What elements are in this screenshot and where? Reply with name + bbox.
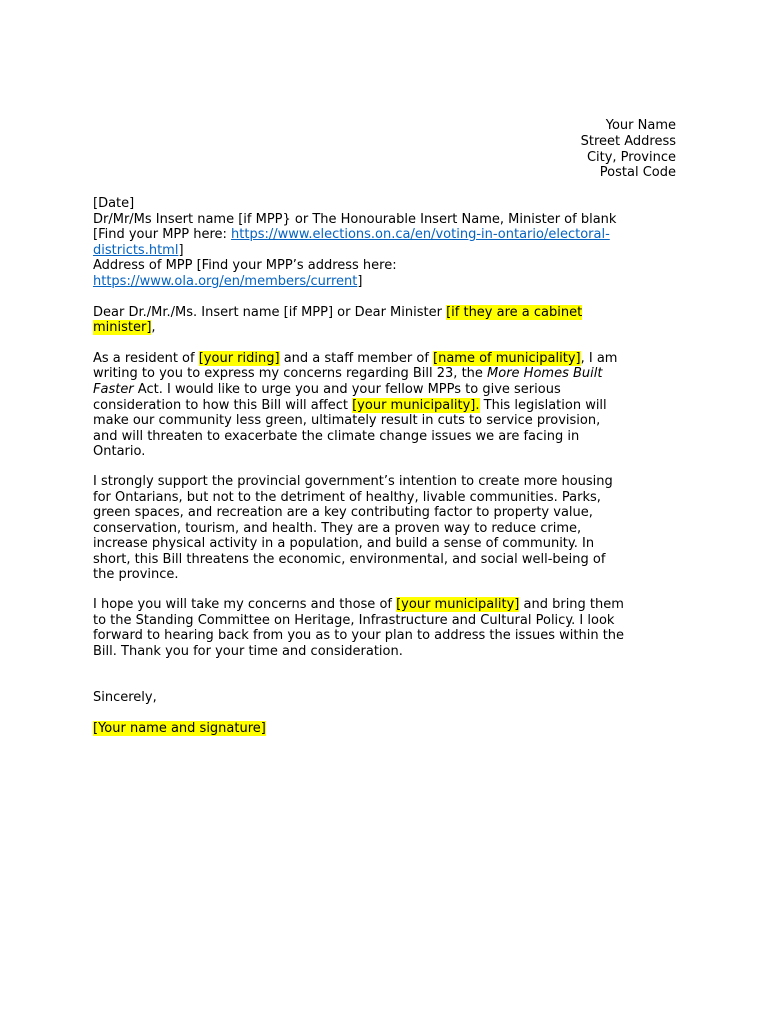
ola-members-link[interactable]: https://www.ola.org/en/members/current	[93, 273, 358, 289]
para2-line: conservation, tourism, and health. They are a proven way to reduce crime,	[93, 520, 582, 536]
para2-line: green spaces, and recreation are a key contributing factor to property value,	[93, 505, 593, 521]
para3-text: and bring them	[519, 597, 624, 613]
sincerely: Sincerely,	[93, 690, 157, 706]
recipient-block	[93, 196, 683, 290]
find-mpp-prefix: [Find your MPP here:	[93, 227, 232, 243]
para1-text: consideration to how this Bill will affect	[93, 397, 353, 413]
bill-title: More Homes Built	[487, 366, 603, 382]
sender-street: Street Address	[580, 133, 676, 149]
paragraph-2	[93, 474, 683, 583]
para3-line: Bill. Thank you for your time and consideration.	[93, 643, 403, 659]
sender-postal: Postal Code	[599, 165, 676, 181]
para1-line: Ontario.	[93, 444, 146, 460]
closing	[93, 690, 683, 736]
municipality-placeholder-2: [your municipality]	[396, 597, 520, 613]
find-mpp-line	[93, 227, 683, 243]
para2-line: increase physical activity in a population, and build a sense of community. In	[93, 536, 595, 552]
para3-line: forward to hearing back from you as to your plan to address the issues within the	[93, 628, 625, 644]
elections-link-continued[interactable]: districts.html	[93, 242, 179, 258]
sender-city: City, Province	[586, 149, 676, 165]
municipality-name-placeholder: [name of municipality]	[433, 350, 581, 366]
find-mpp-line-continued	[93, 243, 683, 259]
find-mpp-suffix: ]	[178, 242, 184, 258]
recipient-name-line: Dr/Mr/Ms Insert name [if MPP} or The Honourable Insert Name, Minister of blank	[93, 211, 617, 227]
para1-text: Act. I would like to urge you and your fellow MPPs to give serious	[133, 381, 561, 397]
para1-text: , I am	[580, 350, 618, 366]
municipality-placeholder: [your municipality].	[352, 397, 480, 413]
elections-link[interactable]: https://www.elections.on.ca/en/voting-in-ontario/electoral-	[231, 227, 610, 243]
para2-line: short, this Bill threatens the economic, environmental, and social well-being of	[93, 551, 606, 567]
salutation-text: Dear Dr./Mr./Ms. Insert name [if MPP] or Dear Minister	[93, 304, 447, 320]
para2-line: I strongly support the provincial government’s intention to create more housing	[93, 473, 613, 489]
para2-line: the province.	[93, 567, 179, 583]
para1-line: and will threaten to exacerbate the climate change issues we are facing in	[93, 428, 580, 444]
mpp-address-line: Address of MPP [Find your MPP’s address here:	[93, 258, 397, 274]
para1-text: This legislation will	[479, 397, 607, 413]
salutation-highlight-continued: minister]	[93, 320, 152, 336]
mpp-address-link-line	[93, 274, 683, 290]
para1-text: and a staff member of	[279, 350, 434, 366]
para3-text: I hope you will take my concerns and those of	[93, 597, 397, 613]
salutation-highlight: [if they are a cabinet	[446, 304, 583, 320]
riding-placeholder: [your riding]	[198, 350, 280, 366]
address-suffix: ]	[357, 273, 363, 289]
paragraph-1	[93, 351, 683, 460]
sender-address-block	[376, 118, 676, 181]
date-line: [Date]	[93, 196, 135, 211]
para1-text: As a resident of	[93, 350, 199, 366]
para3-line: to the Standing Committee on Heritage, Infrastructure and Cultural Policy. I look	[93, 612, 615, 628]
signature-placeholder: [Your name and signature]	[93, 721, 266, 737]
para2-line: for Ontarians, but not to the detriment of healthy, livable communities. Parks,	[93, 489, 601, 505]
salutation-comma: ,	[151, 320, 156, 336]
letter-body	[93, 196, 683, 737]
bill-title-continued: Faster	[93, 381, 134, 397]
sender-name: Your Name	[605, 118, 676, 133]
para1-line: make our community less green, ultimately result in cuts to service provision,	[93, 413, 601, 429]
salutation	[93, 305, 683, 336]
para1-text: writing to you to express my concerns regarding Bill 23, the	[93, 366, 488, 382]
paragraph-3	[93, 597, 683, 659]
